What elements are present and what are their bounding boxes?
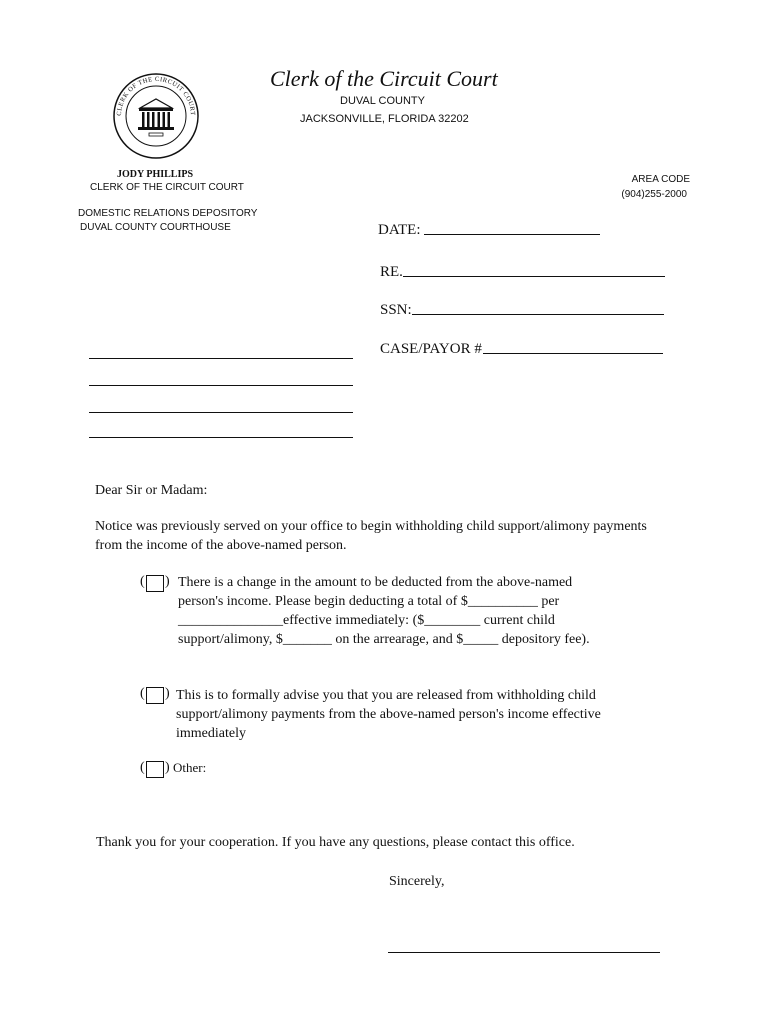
re-label: RE. <box>380 264 403 280</box>
court-title: Clerk of the Circuit Court <box>270 66 498 91</box>
case-payor-input-line[interactable] <box>483 353 663 354</box>
option2-close-paren: ) <box>165 686 170 701</box>
option1-checkbox[interactable] <box>146 575 164 592</box>
option3-checkbox[interactable] <box>146 761 164 778</box>
option2-text: This is to formally advise you that you are released from withholding child support/alimony payments from the above-named person's income effective immediately <box>176 688 601 741</box>
seal-text: CLERK OF THE CIRCUIT COURT <box>115 75 197 116</box>
option1-text: There is a change in the amount to be deducted from the above-named person's income. Please begin deducting a total of $__________ per _______________effective immediately: ($________ current child support/alimony, $_______ on the arrearage, and $_____ depository fee). <box>178 575 590 647</box>
option1-open-paren: ( <box>140 574 145 589</box>
re-input-line[interactable] <box>403 276 665 277</box>
address-line-1[interactable] <box>89 358 353 359</box>
address-line-2[interactable] <box>89 385 353 386</box>
date-input-line[interactable] <box>424 234 600 235</box>
option3-open-paren: ( <box>140 760 145 775</box>
case-payor-label: CASE/PAYOR # <box>380 341 482 357</box>
option2-checkbox[interactable] <box>146 687 164 704</box>
ssn-input-line[interactable] <box>412 314 664 315</box>
ssn-field[interactable] <box>380 302 664 319</box>
option1-close-paren: ) <box>165 574 170 589</box>
clerk-title: CLERK OF THE CIRCUIT COURT <box>90 182 244 193</box>
signature-line[interactable] <box>388 952 660 953</box>
thanks-text: Thank you for your cooperation. If you have any questions, please contact this office. <box>96 835 575 850</box>
address-line-3[interactable] <box>89 412 353 413</box>
address-line-4[interactable] <box>89 437 353 438</box>
option3-text: Other: <box>173 760 207 775</box>
closing-text: Sincerely, <box>389 874 445 889</box>
county-name: DUVAL COUNTY <box>340 95 425 107</box>
salutation: Dear Sir or Madam: <box>95 483 208 498</box>
re-field[interactable] <box>380 264 665 281</box>
ssn-label: SSN: <box>380 302 412 318</box>
court-seal <box>112 72 200 160</box>
date-field[interactable] <box>378 222 600 239</box>
clerk-name: JODY PHILLIPS <box>117 169 194 180</box>
notice-paragraph: Notice was previously served on your office to begin withholding child support/alimony payments from the income of the above-named person. <box>95 519 647 553</box>
phone-number: (904)255-2000 <box>621 189 687 200</box>
option3-close-paren: ) <box>165 760 170 775</box>
courthouse-name: DUVAL COUNTY COURTHOUSE <box>80 222 231 233</box>
department-name: DOMESTIC RELATIONS DEPOSITORY <box>78 208 258 219</box>
date-label: DATE: <box>378 222 421 238</box>
case-payor-field[interactable] <box>380 341 663 358</box>
area-code-label: AREA CODE <box>631 174 690 185</box>
city-address: JACKSONVILLE, FLORIDA 32202 <box>300 113 469 125</box>
option2-open-paren: ( <box>140 686 145 701</box>
